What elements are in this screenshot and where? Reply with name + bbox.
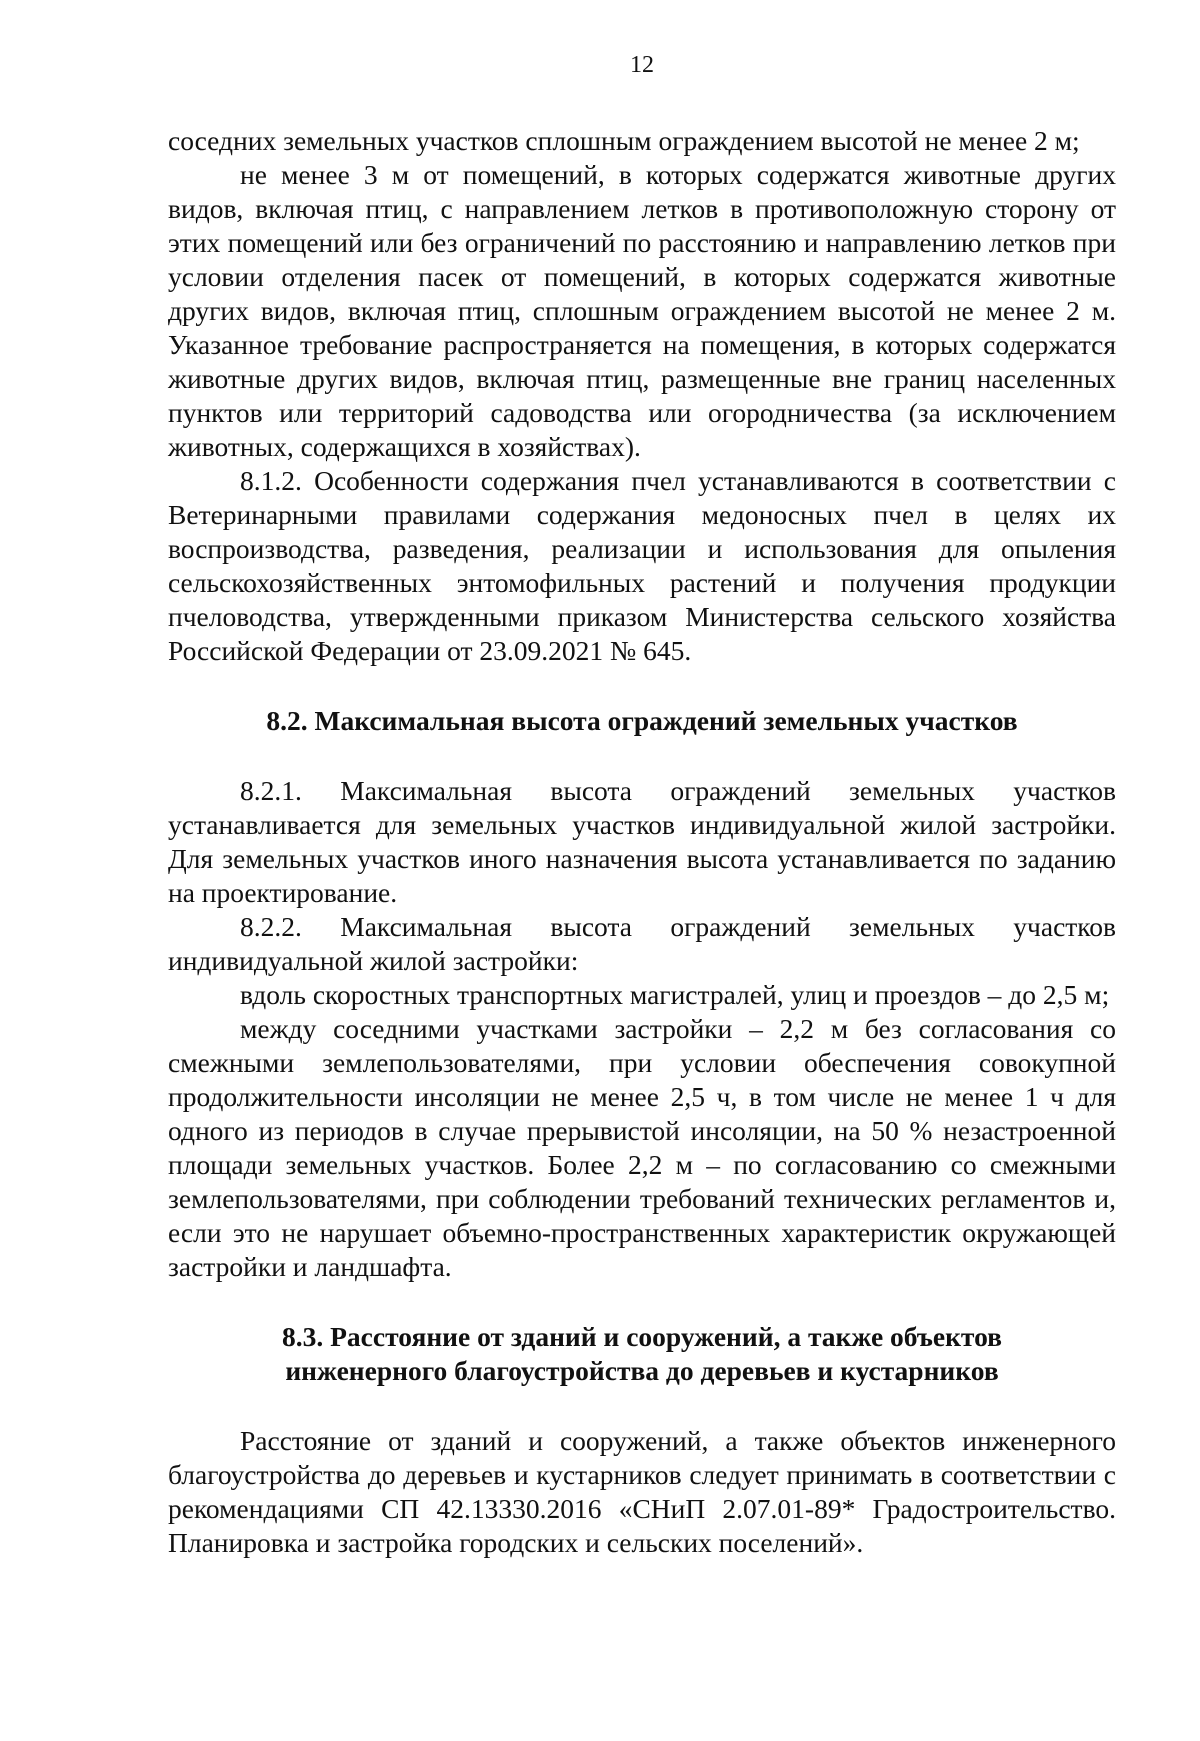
paragraph-along-roads: вдоль скоростных транспортных магистралей, улиц и проездов – до 2,5 м; bbox=[240, 979, 1110, 1010]
page-number: 12 bbox=[630, 52, 654, 78]
section-heading-8-3-line1: 8.3. Расстояние от зданий и сооружений, а также объектов bbox=[282, 1321, 1002, 1352]
section-heading-8-2: 8.2. Максимальная высота ограждений земельных участков bbox=[266, 705, 1018, 736]
paragraph-8-3: Расстояние от зданий и сооружений, а также объектов инженерного благоустройства до деревьев и кустарников следует принимать в соответствии с рекомендациями СП 42.13330.2016 «СНиП 2.07.01-89* Градостроительство. Планировка и застройка городских и сельских поселений». bbox=[168, 1425, 1116, 1558]
paragraph-8-2-1: 8.2.1. Максимальная высота ограждений земельных участков устанавливается для земельных участков индивидуальной жилой застройки. Для земельных участков иного назначения высота устанавливается по заданию на проектирование. bbox=[168, 775, 1116, 908]
section-heading-8-3-line2: инженерного благоустройства до деревьев и кустарников bbox=[285, 1355, 999, 1386]
paragraph-continuation: соседних земельных участков сплошным ограждением высотой не менее 2 м; bbox=[168, 125, 1080, 156]
paragraph-apiary-distance: не менее 3 м от помещений, в которых содержатся животные других видов, включая птиц, с направлением летков в противоположную сторону от этих помещений или без ограничений по расстоянию и направлению летков при условии отделения пасек от помещений, в которых содержатся животные других видов, включая птиц, сплошным ограждением высотой не менее 2 м. Указанное требование распространяется на помещения, в которых содержатся животные других видов, включая птиц, размещенные вне границ населенных пунктов или территорий садоводства или огородничества (за исключением животных, содержащихся в хозяйствах). bbox=[168, 159, 1116, 462]
paragraph-8-2-2: 8.2.2. Максимальная высота ограждений земельных участков индивидуальной жилой застройки: bbox=[168, 911, 1116, 976]
section-heading-8-3 bbox=[168, 1320, 1116, 1388]
document-page bbox=[168, 40, 1116, 1560]
paragraph-between-plots: между соседними участками застройки – 2,2 м без согласования со смежными землепользователями, при условии обеспечения совокупной продолжительности инсоляции не менее 2,5 ч, в том числе не менее 1 ч для одного из периодов в случае прерывистой инсоляции, на 50 % незастроенной площади земельных участков. Более 2,2 м – по согласованию со смежными землепользователями, при соблюдении требований технических регламентов и, если это не нарушает объемно-пространственных характеристик окружающей застройки и ландшафта. bbox=[168, 1013, 1116, 1282]
paragraph-8-1-2: 8.1.2. Особенности содержания пчел устанавливаются в соответствии с Ветеринарными правилами содержания медоносных пчел в целях их воспроизводства, разведения, реализации и использования для опыления сельскохозяйственных энтомофильных растений и получения продукции пчеловодства, утвержденными приказом Министерства сельского хозяйства Российской Федерации от 23.09.2021 № 645. bbox=[168, 465, 1116, 666]
